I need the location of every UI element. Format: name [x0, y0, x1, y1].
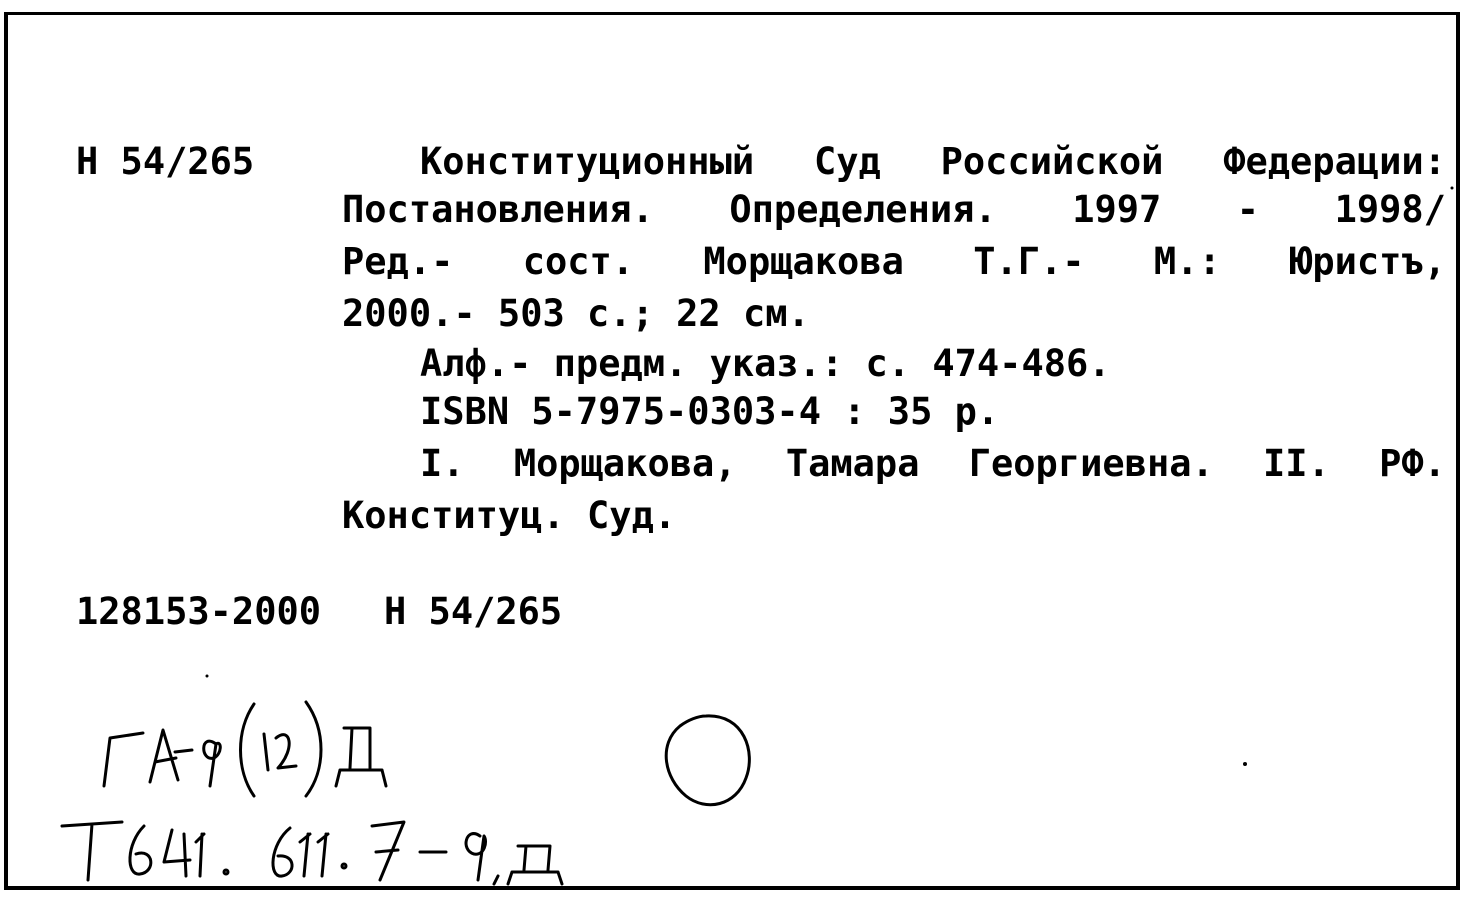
word: Морщакова: [703, 240, 904, 283]
word: Постановления.: [342, 188, 654, 231]
word: 1998/: [1334, 188, 1446, 231]
card-line-6: ISBN 5-7975-0303-4 : 35 р.: [420, 390, 1000, 433]
handwritten-line-1: [104, 702, 386, 796]
word: II.: [1263, 442, 1330, 485]
word: Конституционный: [420, 140, 755, 183]
word: РФ.: [1379, 442, 1446, 485]
word: Российской: [940, 140, 1164, 183]
card-line-5: Алф.- предм. указ.: с. 474-486.: [420, 342, 1111, 385]
word: Юристъ,: [1290, 240, 1446, 283]
word: I.: [420, 442, 465, 485]
word: 1997: [1072, 188, 1162, 231]
word: Определения.: [729, 188, 997, 231]
word: Т.Г.-: [973, 240, 1085, 283]
word: М.:: [1153, 240, 1221, 283]
handwritten-line-2: [62, 822, 562, 884]
specks: [206, 187, 1454, 767]
word: -: [1236, 188, 1260, 231]
card-line-4: 2000.- 503 с.; 22 см.: [342, 292, 810, 335]
word: Морщакова,: [513, 442, 737, 485]
registration-number: 128153-2000: [76, 590, 322, 633]
call-number-top: Н 54/265: [76, 140, 255, 183]
word: Федерации:: [1223, 140, 1446, 183]
word: сост.: [522, 240, 635, 283]
circle-mark: [666, 716, 749, 805]
word: Тамара: [785, 442, 920, 485]
word: Ред.-: [342, 240, 454, 283]
card-line-8: Конституц. Суд.: [342, 494, 677, 537]
word: Суд: [813, 140, 881, 183]
word: Георгиевна.: [968, 442, 1214, 485]
call-number-bottom: Н 54/265: [384, 590, 563, 633]
